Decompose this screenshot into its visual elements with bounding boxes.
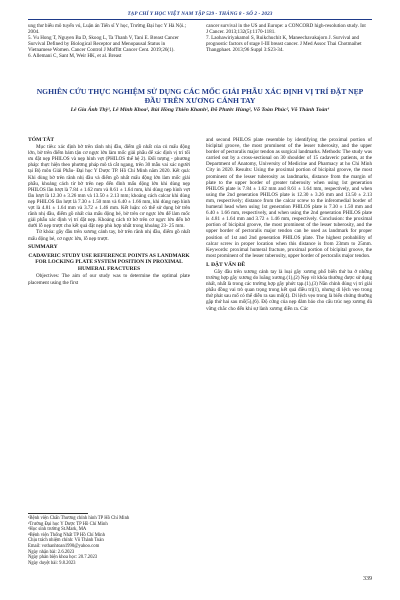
- article-title-block: [28, 87, 372, 114]
- footnote-item: ³Học sinh trường St.Mark, MA: [28, 527, 87, 533]
- reference-item: 6. Allemani C, Sant M, Weir HK, et al. Breast: [28, 53, 122, 60]
- summary-objectives: Objectives: The aim of our study was to determine the optimal plate placement using the first: [28, 273, 190, 286]
- running-header: TẠP CHÍ Y HỌC VIỆT NAM TẬP 529 - THÁNG 8 - SỐ 2 - 2023: [127, 11, 273, 17]
- reference-item: ung thư biểu mô tuyến vú, Luận án Tiến sĩ Y học, Trường Đại học Y Hà Nội.; 2004.: [28, 23, 186, 36]
- footnote-divider: [28, 513, 88, 514]
- footnote-item: Ngày phản biện khoa học: 20.7.2023: [28, 555, 98, 561]
- reference-item: 7. Laohawiriyakamol S, Ruikchuchit K, Maneechavakajorn J. Survival and prognostic factors of stage I-III breast cancer. J Med Assoc Thai Chotmaihet Thangphaet. 2013;96 Suppl 3:S23-34.: [206, 35, 362, 54]
- footnote-item: ⁴Bệnh viện Thống Nhất TP Hồ Chí Minh: [28, 532, 105, 538]
- author-list: Lê Gia Ánh Thỳ¹, Lê Minh Khoa², Bùi Hồng Thiên Khanh², Đỗ Phước Hùng², Võ Toàn Phúc², Võ Thành Toàn⁴: [70, 107, 330, 113]
- summary-text: and second PHILOS plate resemble by identifying the proximal portion of bicipital groove, the most prominent of the lesser tuberosity, and the upper border of pectoralis major tendon as surgical landmarks. Methods: The study was carried out by a cross-sectional on 30 shoulder of 15 cadaveric patients, at the Department of Anatomy, University of Medicine and Pharmacy at ho Chi Minh City in 2020. Results: Using the proximal portion of bicipital groove, the most prominent of the lesser tuberosity as landmarks, distance from the margin of plate to the upper border of greater tuberosity when using 1st generation PHILOS plate is 7.84 ± 1.62 mm and 8.61 ± 1.64 mm, respectively, and when using the 2nd generation PHILOS plate is 12.30 ± 3.26 mm and 13.50 ± 2.13 mm, respectively; distance from the calcar screw to the inferomedial border of humeral head when using 1st generation PHILOS plate is 7.30 ± 1.50 mm and 6.40 ± 1.66 mm, respectively, and when using the 2nd generation PHILOS plate is 4.81 ± 1.64 mm and 3.72 ± 1.46 mm, respectively. Conclusion: the proximal portion of bicipital groove, the most prominent of the lesser tuberosity, and the upper border of pectoralis major tendon can be used as landmark for proper position of 1st and 2nd generation PHILOS plate. The highest probability of calcar screw in proper location when this distance is from 23mm to 25mm. Keywords: proximal humeral fracture, proximal portion of bicipital groove, the most prominent of the lesser tuberosity, upper border of pectoralis major tendon.: [206, 137, 372, 259]
- footnote-item: Email: vothanhtoan1990@yahoo.com: [28, 543, 100, 549]
- abstract-text: Mục tiêu: xác định bờ trên rãnh nhị đầu, điểm gồ nhất của củ mấu động lớn, bờ trên điểm bám tận cơ ngực lớn làm mốc giải phẫu để xác định vị trí tối ưu đặt nẹp PHILOS và nẹp hình vợt (PHILOS thế hệ 2). Đối tượng - phương pháp: thực hiện theo phương pháp mô tả cắt ngang, trên 30 mẫu vai xác người tại Bộ môn Giải Phẫu- Đại học Y Dược TP. Hồ Chí Minh năm 2020. Kết quả: Khi dùng bờ trên rãnh nhị đầu và điểm gồ nhất mấu động lớn làm mốc giải phẫu, khoảng cách từ bờ trên nẹp đến đỉnh mấu động lớn khi dùng nẹp PHILOS lần lượt là 7.84 ± 1.62 mm và 8.61 ± 1.64 mm, khi dùng nẹp hình vợt lần lượt là 12.30 ± 3.26 mm và 13.50 ± 2.13 mm; khoảng cách calcar khi dùng nẹp PHILOS lần lượt là 7.30 ± 1.50 mm và 6.40 ± 1.66 mm, khi dùng nẹp hình vợt là 4.81 ± 1.64 mm và 3.72 ± 1.46 mm. Kết luận: có thể sử dụng bờ trên rãnh nhị đầu, điểm gồ nhất của mấu động bé, bờ trên cơ ngực lớn để làm mốc giải phẫu xác định vị trí đặt nẹp. Khoảng cách từ bờ trên cơ ngực lớn đến bờ dưới lỗ nẹp trượt cho kết quả đặt nẹp phù hợp nhất trong khoảng 23- 25 mm.: [28, 144, 190, 230]
- page-number: 339: [363, 576, 372, 582]
- right-column: [206, 137, 372, 312]
- references-left: [28, 23, 190, 60]
- footnote-item: Ngày nhận bài: 2.6.2023: [28, 549, 75, 555]
- left-column: [28, 137, 190, 286]
- footnote-item: ¹Bệnh viện Chấn Thương chỉnh hình TP Hồ Chí Minh: [28, 516, 130, 521]
- footnotes: [28, 513, 190, 566]
- summary-heading: SUMMARY: [28, 243, 58, 250]
- references-right: [206, 23, 368, 53]
- reference-item: 5. Vu Hong T, Nguyen Ba D, Skoog L, Ta Thanh V, Tani E. Breast Cancer Survival Defined by Biological Receptor and Menopausal Status in Vietnamese Women. Cancer Control J Moffitt Cancer Cent. 2019;26(1).: [28, 35, 179, 54]
- abstract-keywords: Từ khóa: gãy đầu trên xương cánh tay, bờ trên rãnh nhị đầu, điểm gồ nhất mấu động bé, cơ ngực lớn, lỗ nẹp trượt.: [28, 229, 190, 242]
- footnote-item: ²Trường Đại học Y Dược TP Hồ Chí Minh: [28, 521, 108, 527]
- article-title: NGHIÊN CỨU THỰC NGHIỆM SỬ DỤNG CÁC MỐC GIẢI PHẪU XÁC ĐỊNH VỊ TRÍ ĐẶT NẸP ĐẦU TRÊN XƯƠNG CÁNH TAY: [36, 87, 364, 105]
- intro-heading: I. ĐẶT VẤN ĐỀ: [206, 261, 246, 268]
- intro-text: Gãy đầu trên xương cánh tay là loại gãy xương phổ biến thứ ba ở những trường hợp gãy xương do loãng xương.(1),(2) Nẹp vít khóa thường được sử dụng nhất, nhất là trong các trường hợp gãy phức tạp.(1),(3) Nắn chỉnh đúng vị trí giải phẫu đồng vai trò quan trọng trong kết quả điều trị(1), nhưng di lệch vẹo trong thứ phát sau mổ có thể diễn ra sau mổ(4). Di lệch vẹo trong là biến chứng thường gặp thứ hai sau mổ(5),(6). Độ cứng của nẹp đảm bảo cho cấu trúc nẹp xương đủ vững chắc cho đến khi sự lành xương diễn ra. Các: [206, 268, 373, 312]
- abstract-heading: TÓM TẮT: [28, 137, 55, 143]
- footnote-item: Chịu trách nhiệm chính: Võ Thành Toàn: [28, 538, 104, 544]
- header-divider: [28, 19, 372, 20]
- english-title: CADAVERIC STUDY USE REFERENCE POINTS AS LANDMARK FOR LOCKING PLATE SYSTEM POSITION IN PROXIMAL HUMERAL FRACTURES: [28, 252, 190, 272]
- footnote-item: Ngày duyệt bài: 9.8.2023: [28, 560, 76, 566]
- reference-item: cancer survival in the US and Europe: a CONCORD high-resolution study. Int J Cancer. 2013;132(5):1170-1181.: [206, 23, 366, 36]
